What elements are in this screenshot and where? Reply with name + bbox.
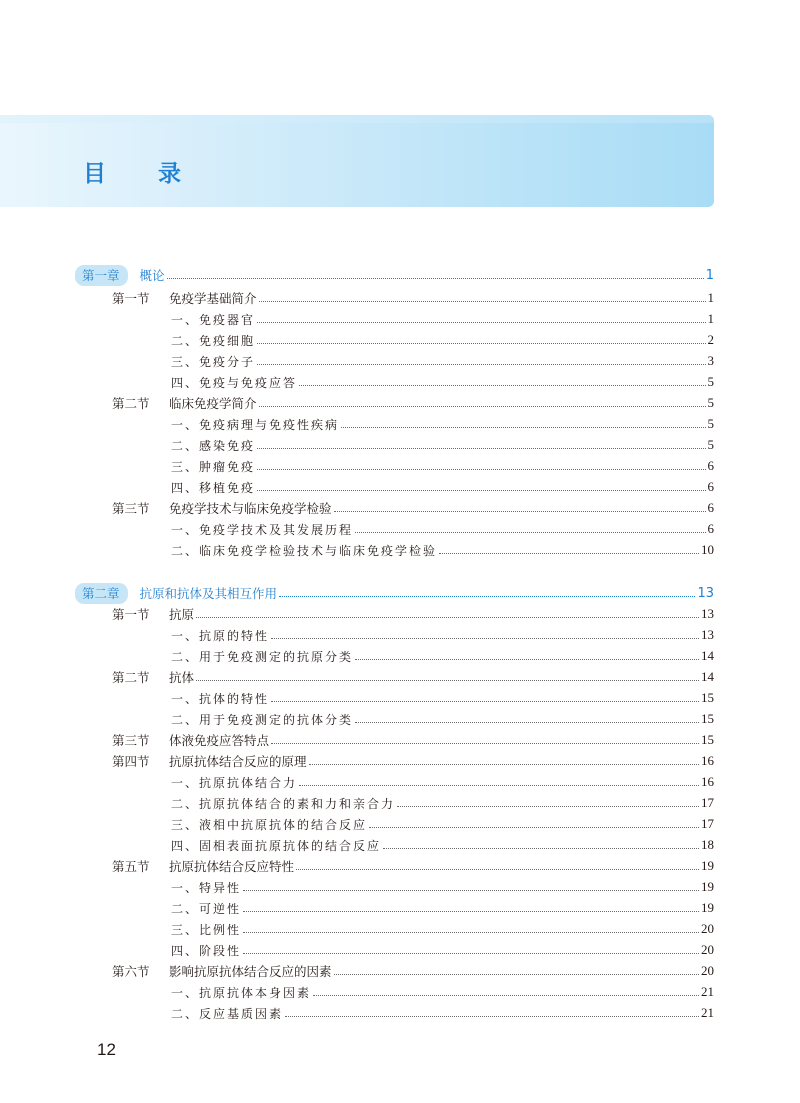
dot-leader [259,406,706,407]
toc-title: 四、免疫与免疫应答 [171,375,298,390]
toc-label [171,374,297,391]
toc-title: 免疫学基础简介 [169,291,257,306]
toc-title: 一、抗原抗体结合力 [171,775,298,790]
toc-label [171,648,353,665]
dot-leader [355,722,699,723]
toc-entry-row[interactable] [171,456,714,476]
toc-label [171,774,297,791]
dot-leader [355,659,699,660]
dot-leader [167,278,704,279]
toc-entry-row[interactable] [171,646,714,666]
toc-label [171,900,241,917]
section-number: 第三节 [112,501,150,516]
toc-page-number: 13 [701,606,714,621]
toc-title: 三、肿瘤免疫 [171,459,256,474]
toc-page-number: 6 [707,500,714,515]
toc-entry-row[interactable] [171,372,714,392]
toc-label [171,542,437,559]
toc-label [112,668,194,686]
toc-page-number: 5 [707,437,714,452]
toc-title: 抗原 [169,607,195,622]
dot-leader [334,974,699,975]
toc-title: 抗原和抗体及其相互作用 [139,585,278,601]
toc-page-number: 5 [707,416,714,431]
toc-label [171,521,353,538]
toc-title: 一、特异性 [171,880,242,895]
toc-page-number: 14 [701,669,714,684]
toc-title: 一、抗体的特性 [171,691,270,706]
page-number: 12 [97,1040,116,1059]
toc-label [171,416,339,433]
dot-leader [334,511,706,512]
toc-title: 抗原抗体结合反应的原理 [169,754,307,769]
toc-page-number: 19 [701,858,714,873]
toc-entry-row[interactable] [171,898,714,918]
dot-leader [285,1016,699,1017]
section-number: 第二节 [112,396,150,411]
toc-title: 临床免疫学简介 [169,396,257,411]
dot-leader [271,638,699,639]
toc-section-row[interactable] [112,856,714,876]
toc-label [171,816,367,833]
toc-page-number: 17 [701,816,714,831]
toc-label [171,795,395,812]
toc-label [112,499,332,517]
toc-entry-row[interactable] [171,540,714,560]
dot-leader [259,301,706,302]
dot-leader [299,385,705,386]
toc-title: 三、液相中抗原抗体的结合反应 [171,817,368,832]
section-number: 第六节 [112,964,150,979]
section-number: 第一节 [112,291,150,306]
toc-page-number: 15 [701,732,714,747]
dot-leader [196,680,699,681]
section-number: 第二节 [112,670,150,685]
toc-label [171,479,255,496]
dot-leader [279,596,695,597]
toc-label [171,921,241,938]
toc-label [171,879,241,896]
dot-leader [257,364,705,365]
toc-title: 抗体 [169,670,195,685]
toc-title: 三、免疫分子 [171,354,256,369]
toc-page-number: 6 [707,458,714,473]
section-number: 第四节 [112,754,150,769]
toc-label [75,583,277,604]
dot-leader [309,764,699,765]
dot-leader [397,806,699,807]
dot-leader [296,869,699,870]
toc-label [171,984,311,1001]
toc-entry-row[interactable] [171,477,714,497]
dot-leader [243,953,699,954]
toc-title: 一、免疫器官 [171,312,256,327]
toc-page-number: 16 [701,753,714,768]
toc-label [112,289,257,307]
toc-page-number: 20 [701,963,714,978]
toc-entry-row[interactable] [171,519,714,539]
toc-page-number: 14 [701,648,714,663]
toc-entry-row[interactable] [171,309,714,329]
dot-leader [341,427,705,428]
toc-label [171,942,241,959]
toc-page-number: 15 [701,711,714,726]
dot-leader [243,911,699,912]
toc-page-number: 20 [701,942,714,957]
toc-entry-row[interactable] [171,330,714,350]
toc-entry-row[interactable] [171,793,714,813]
toc-page-number: 3 [707,353,714,368]
toc-page-number: 15 [701,690,714,705]
toc-label [171,1005,283,1022]
toc-label [112,962,332,980]
toc-title: 四、移植免疫 [171,480,256,495]
section-number: 第一节 [112,607,150,622]
toc-title: 四、阶段性 [171,943,242,958]
toc-label [171,458,255,475]
toc-entry-row[interactable] [171,877,714,897]
toc-page-number: 19 [701,879,714,894]
toc-chapter-row[interactable] [75,583,714,603]
toc-page-number: 21 [701,984,714,999]
toc-page-number: 17 [701,795,714,810]
toc-section-row[interactable] [112,393,714,413]
dot-leader [271,701,699,702]
dot-leader [257,448,705,449]
toc-title: 概论 [139,267,165,283]
toc-entry-row[interactable] [171,814,714,834]
toc-entry-row[interactable] [171,709,714,729]
dot-leader [271,743,699,744]
dot-leader [313,995,699,996]
toc-label [171,627,269,644]
dot-leader [355,532,705,533]
toc-title: 二、可逆性 [171,901,242,916]
toc-page-number: 1 [705,267,714,283]
toc-label [171,837,381,854]
toc-entry-row[interactable] [171,919,714,939]
toc-title: 免疫学技术与临床免疫学检验 [169,501,332,516]
toc-page-number: 18 [701,837,714,852]
toc-title: 二、反应基质因素 [171,1006,284,1021]
toc-label [75,265,165,286]
chapter-number-badge: 第一章 [75,265,128,286]
toc-label [112,857,294,875]
toc-title: 一、免疫病理与免疫性疾病 [171,417,340,432]
toc-title: 二、感染免疫 [171,438,256,453]
toc-title: 二、用于免疫测定的抗体分类 [171,712,354,727]
toc-page-number: 20 [701,921,714,936]
toc-label [171,711,353,728]
toc-page-number: 10 [701,542,714,557]
toc-title: 抗原抗体结合反应特性 [169,859,295,874]
toc-page-number: 1 [707,290,714,305]
toc-page-number: 1 [707,311,714,326]
toc-title: 二、抗原抗体结合的素和力和亲合力 [171,796,396,811]
dot-leader [257,343,705,344]
toc-page-number: 5 [707,395,714,410]
toc-label [112,605,194,623]
section-number: 第五节 [112,859,150,874]
toc-label [171,332,255,349]
toc-title: 三、比例性 [171,922,242,937]
toc-entry-row[interactable] [171,982,714,1002]
toc-entry-row[interactable] [171,435,714,455]
dot-leader [439,553,699,554]
toc-entry-row[interactable] [171,625,714,645]
toc-title: 二、免疫细胞 [171,333,256,348]
toc-entry-row[interactable] [171,772,714,792]
toc-entry-row[interactable] [171,351,714,371]
toc-page-number: 13 [697,585,714,601]
chapter-number-badge: 第二章 [75,583,128,604]
dot-leader [257,490,705,491]
toc-entry-row[interactable] [171,688,714,708]
toc-label [171,690,269,707]
toc-title: 一、抗原抗体本身因素 [171,985,312,1000]
dot-leader [257,322,705,323]
toc-entry-row[interactable] [171,414,714,434]
dot-leader [299,785,699,786]
toc-section-row[interactable] [112,751,714,771]
dot-leader [196,617,699,618]
toc-label [112,394,257,412]
toc-label [112,731,269,749]
dot-leader [257,469,705,470]
toc-title: 影响抗原抗体结合反应的因素 [169,964,332,979]
dot-leader [243,890,699,891]
toc-entry-row[interactable] [171,835,714,855]
toc-section-row[interactable] [112,961,714,981]
toc-section-row[interactable] [112,667,714,687]
toc-entry-row[interactable] [171,1003,714,1023]
toc-chapter-row[interactable] [75,265,714,285]
toc-page-number: 16 [701,774,714,789]
toc-label [171,353,255,370]
toc-page-number: 5 [707,374,714,389]
dot-leader [383,848,699,849]
section-number: 第三节 [112,733,150,748]
toc-title: 二、用于免疫测定的抗原分类 [171,649,354,664]
dot-leader [369,827,699,828]
toc-title: 一、抗原的特性 [171,628,270,643]
toc-title: 一、免疫学技术及其发展历程 [171,522,354,537]
toc-title: 体液免疫应答特点 [169,733,270,748]
toc-section-row[interactable] [112,288,714,308]
toc-section-row[interactable] [112,730,714,750]
toc-title: 四、固相表面抗原抗体的结合反应 [171,838,382,853]
page-title: 目 录 [83,161,204,187]
toc-entry-row[interactable] [171,940,714,960]
toc-page-number: 13 [701,627,714,642]
toc-page-number: 6 [707,479,714,494]
toc-label [171,437,255,454]
toc-section-row[interactable] [112,498,714,518]
toc-page-number: 6 [707,521,714,536]
toc-page-number: 2 [707,332,714,347]
toc-section-row[interactable] [112,604,714,624]
toc-label [171,311,255,328]
toc-page-number: 21 [701,1005,714,1020]
toc-label [112,752,307,770]
toc-title: 二、临床免疫学检验技术与临床免疫学检验 [171,543,438,558]
toc-page-number: 19 [701,900,714,915]
dot-leader [243,932,699,933]
